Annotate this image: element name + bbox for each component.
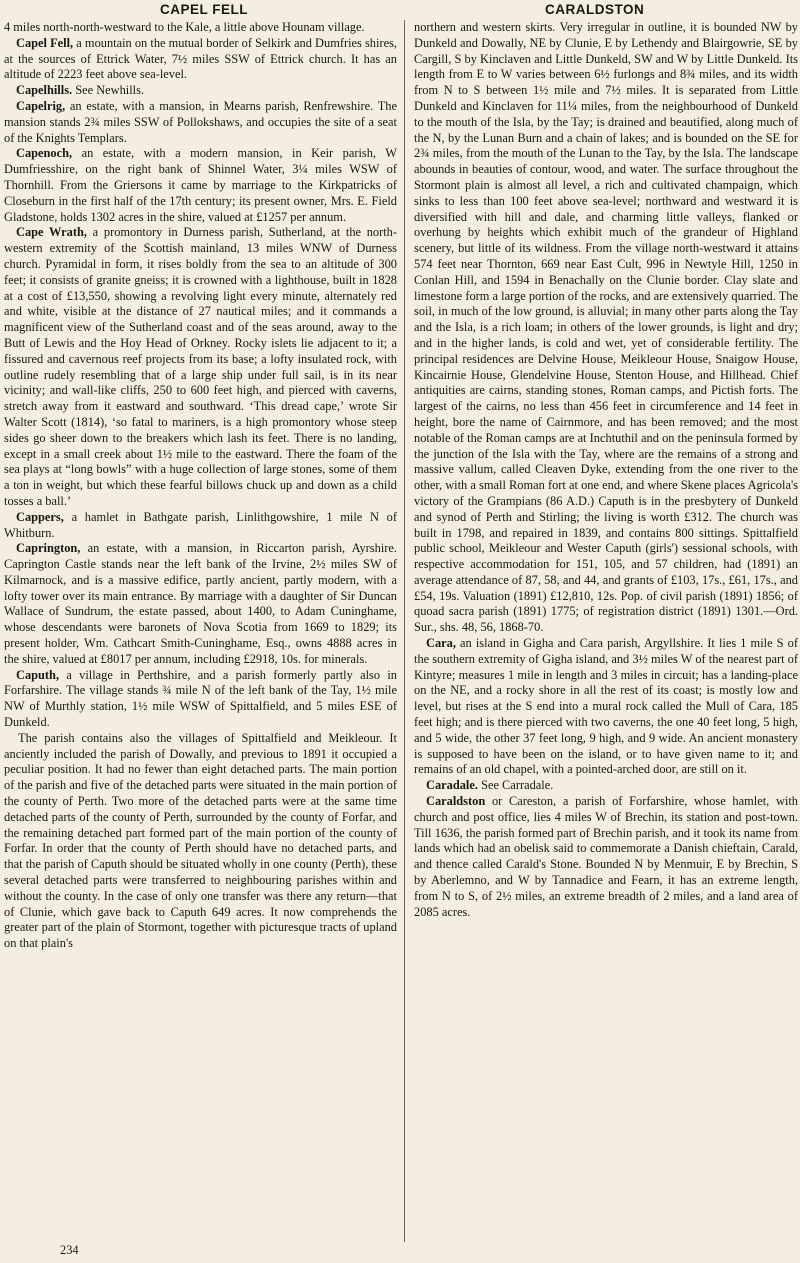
entry-term: Caradale.	[426, 778, 478, 793]
entry-text: 4 miles north-north-westward to the Kale, a little above Hounam village.	[4, 20, 365, 34]
entry-term: Caraldston	[426, 794, 486, 809]
entry-term: Cappers,	[16, 509, 64, 524]
entry-term: Caputh,	[16, 667, 60, 682]
left-column	[4, 20, 397, 1242]
entry-text: an estate, with a mansion, in Mearns parish, Renfrewshire. The mansion stands 2¾ miles SSW of Pollokshaws, and occupies the site of a seat of the Knights Templars.	[4, 98, 397, 145]
column-divider	[404, 20, 405, 1242]
entry	[4, 99, 397, 146]
entry-text: an estate, with a mansion, in Riccarton parish, Ayrshire. Caprington Castle stands near the left bank of the Irvine, 2½ miles SW of Kilmarnock, and is a massive edifice, partly ancient, partly modern, with a lofty tower over its main entrance. By marriage with a daughter of Sir Duncan Wallace of Sundrum, the estate passed, about 1400, to Adam Cuninghame, whose descendants were baronets of Nova Scotia from 1669 to 1829; its present holder, Wm. Cathcart Smith-Cuninghame, Esq., owns 4888 acres in the shire, valued at £8017 per annum, including £2918, 10s. for minerals.	[4, 541, 397, 666]
entry-term: Cara,	[426, 636, 456, 651]
entry-text: or Careston, a parish of Forfarshire, whose hamlet, with church and post office, lies 4 miles W of Brechin, its station and post-town. Till 1636, the parish formed part of Brechin parish, and it took its name from lands which had an obelisk said to commemorate a Danish chieftain, Carald, and thence called Carald's Stone. Bounded N by Menmuir, E by Brechin, S by Aberlemno, and W by Tannadice and Fearn, it has an extreme length, from N to S, of 2½ miles, an extreme breadth of 2 miles, and a land area of 2085 acres.	[414, 794, 798, 919]
page-number: 234	[60, 1243, 79, 1257]
entry	[4, 83, 397, 99]
entry	[4, 36, 397, 83]
entry-text: See Newhills.	[72, 83, 145, 98]
entry-text: a hamlet in Bathgate parish, Linlithgowshire, 1 mile N of Whitburn.	[4, 509, 397, 540]
right-column	[414, 20, 798, 1242]
entry-term: Cape Wrath,	[16, 225, 87, 240]
entry-text: a promontory in Durness parish, Sutherland, at the north-western extremity of the Scottish mainland, 13 miles WNW of Durness church. Pyramidal in form, it rises boldly from the sea to an altitude of 300 feet; it consists of granite gneiss; it is crowned with a lighthouse, built in 1828 at a cost of £13,550, showing a revolving light every minute, alternately red and white, visible at the distance of 27 nautical miles; and it commands a magnificent view of the Sutherland coast and of the seas around, away to the Butt of Lewis and the Hoy Head of Orkney. Rocky islets lie adjacent to it; a fissured and cavernous reef projects from its base; a lofty insulated rock, with outline rudely resembling that of a large ship under full sail, is in its near vicinity; and wall-like cliffs, 250 to 600 feet high, and pierced with caverns, stretch away from it eastward and southward. ‘This dread cape,’ wrote Sir Walter Scott (1814), ‘so fatal to mariners, is a high promontory whose steep sides go sheer down to the breakers which lash its feet. There is no landing, except in a small creek about 1½ mile to the eastward. There the foam of the sea plays at “long bowls” with a huge collection of large stones, some of them a ton in weight, but which these fearful billows chuck up and down as a child tosses a ball.’	[4, 225, 397, 508]
entry	[4, 146, 397, 225]
entry-term: Capenoch,	[16, 146, 73, 161]
entry	[4, 225, 397, 509]
entry-term: Capelhills.	[16, 83, 73, 98]
entry-term: Capelrig,	[16, 98, 66, 113]
entry	[414, 20, 798, 636]
entry-text: a village in Perthshire, and a parish formerly partly also in Forfarshire. The village stands ¾ mile N of the left bank of the Tay, 1½ mile NW of Murthly station, 1½ mile WSW of Spittalfield, and 5 miles ESE of Dunkeld.	[4, 667, 397, 730]
entry-text: The parish contains also the villages of Spittalfield and Meikleour. It anciently included the parish of Dowally, and previous to 1891 it occupied a peculiar position. It had no fewer than eight detached parts. The main portion of the parish and five of the detached parts were situated in the main portion of the county of Perth. Two more of the detached parts were at the same time detached parts of the county of Perth, surrounded by the county of Forfar, and the remaining detached part formed part of the main portion of the county of Forfar. In order that the county of Perth should have no detached parts, and that the parish of Caputh should be situated wholly in one county (Perth), these several detached parts were transferred to neighbouring parishes within and without the county. In the case of only one transfer was there any return—that of Clunie, which gave back to Caputh 649 acres. It now comprehends the greater part of the plain of Stormont, together with picturesque tracts of upland on that plain's	[4, 730, 397, 951]
entry-text: an estate, with a modern mansion, in Keir parish, W Dumfriesshire, on the right bank of Shinnel Water, 3¼ miles WSW of Thornhill. From the Griersons it came by marriage to the Kirkpatricks of Closeburn in the first half of the 17th century; its present owner, Mrs. E. Field Gladstone, holds 1302 acres in the shire, valued at £1257 per annum.	[4, 146, 397, 224]
running-head-right: CARALDSTON	[545, 2, 645, 17]
entry	[4, 541, 397, 667]
entry-text: a mountain on the mutual border of Selkirk and Dumfries shires, at the sources of Ettrick Water, 7½ miles SSW of Ettrick church. It has an altitude of 2223 feet above sea-level.	[4, 35, 397, 82]
entry-text: See Carradale.	[477, 778, 554, 793]
entry	[4, 20, 397, 36]
entry-term: Capel Fell,	[16, 35, 74, 50]
entry	[4, 510, 397, 542]
entry	[414, 636, 798, 778]
entry-text: an island in Gigha and Cara parish, Argyllshire. It lies 1 mile S of the southern extremity of Gigha island, and 3½ miles W of the nearest part of Kintyre; measures 1 mile in length and 3 miles in circuit; has a landing-place on the NE, and a rocky shore in all the rest of its coast; is mostly low and level, but rises at the S end into a mural rock called the Mull of Cara, 185 feet high; and is there pierced with two caverns, the one 40 feet long, 5 high, and 5 wide, the other 37 feet long, 9 high, and 9 wide. An ancient monastery is supposed to have been on the island, or to have given name to it; and remains of an old chapel, with a pointed-arched door, are still on it.	[414, 636, 798, 777]
entry	[414, 794, 798, 920]
entry-text: northern and western skirts. Very irregular in outline, it is bounded NW by Dunkeld and Dowally, NE by Clunie, E by Lethendy and Blairgowrie, SE by Cargill, S by Kinclaven and Little Dunkeld, SW and W by Little Dunkeld. Its length from E to W varies between 6½ furlongs and 8¾ miles, and its width from N to S between 1½ mile and 7½ miles. It is separated from Little Dunkeld and Kinclaven for 11¼ miles, from the neighbourhood of Dunkeld to the mouth of the Isla, by the Tay; is drained and beautified, along much of the N, by the Lunan Burn and a chain of lakes; and is bounded on the SE for 2¾ miles, from the mouth of the Lunan to the Tay, by the Isla. The landscape abounds in beauties of contour, wood, and water. The surface throughout the Stormont plain is almost all level, a rich and cultivated champaign, which sinks to less than 100 feet above sea-level; northward and westward it is diversified with hill and dale, and charming little valleys, flanked or overhung by heights which exhibit much of the grandeur of Highland scenery, but little of its wildness. From the village north-westward it attains 574 feet near Thornton, 669 near East Cult, 996 in Newtyle Hill, 1250 in Conlan Hill, and 1594 in Benachally on the Clunie border. Clay slate and limestone form a large portion of the rocks, and are extensively quarried. The soil, in much of the low ground, is alluvial; in many other parts along the Tay and the Isla, is a rich loam; in others of the lower grounds, is light and dry; and in the higher lands, is cold and wet, yet of considerable fertility. The principal residences are Delvine House, Meikleour House, Snaigow House, Kincairnie House, Glendelvine House, Stenton House, and Hillhead. Chief antiquities are cairns, standing stones, Roman camps, and Pictish forts. The largest of the cairns, no less than 456 feet in circumference and 14 feet in height, bore the name of Cairnmore, and has been removed; and the most notable of the Roman camps are at Inchtuthil and on the peninsula formed by the junction of the Isla with the Tay, where are the remains of a strong and massive vallum, called Cleaven Dyke, extending from the one river to the other, with a small Roman fort at one end, and where Skene places Agricola's victory of the Grampians (86 A.D.) Caputh is in the presbytery of Dunkeld and synod of Perth and Stirling; the living is worth £312. The church was built in 1798, and repaired in 1839, and contains 800 sittings. Spittalfield public school, Meikleour and Wester Caputh (girls') sessional schools, with respective accommodation for 151, 105, and 57 children, had (1891) an average attendance of 87, 58, and 44, and grants of £103, 17s., £61, 17s., and £54, 19s. Valuation (1891) £12,810, 12s. Pop. of civil parish (1891) 1856; of quoad sacra parish (1891) 1775; of registration district (1891) 1301.—Ord. Sur., shs. 48, 56, 1868-70.	[414, 20, 798, 635]
running-head-left: CAPEL FELL	[160, 2, 249, 17]
entry-term: Caprington,	[16, 541, 81, 556]
entry	[414, 778, 798, 794]
entry	[4, 668, 397, 731]
entry	[4, 731, 397, 952]
